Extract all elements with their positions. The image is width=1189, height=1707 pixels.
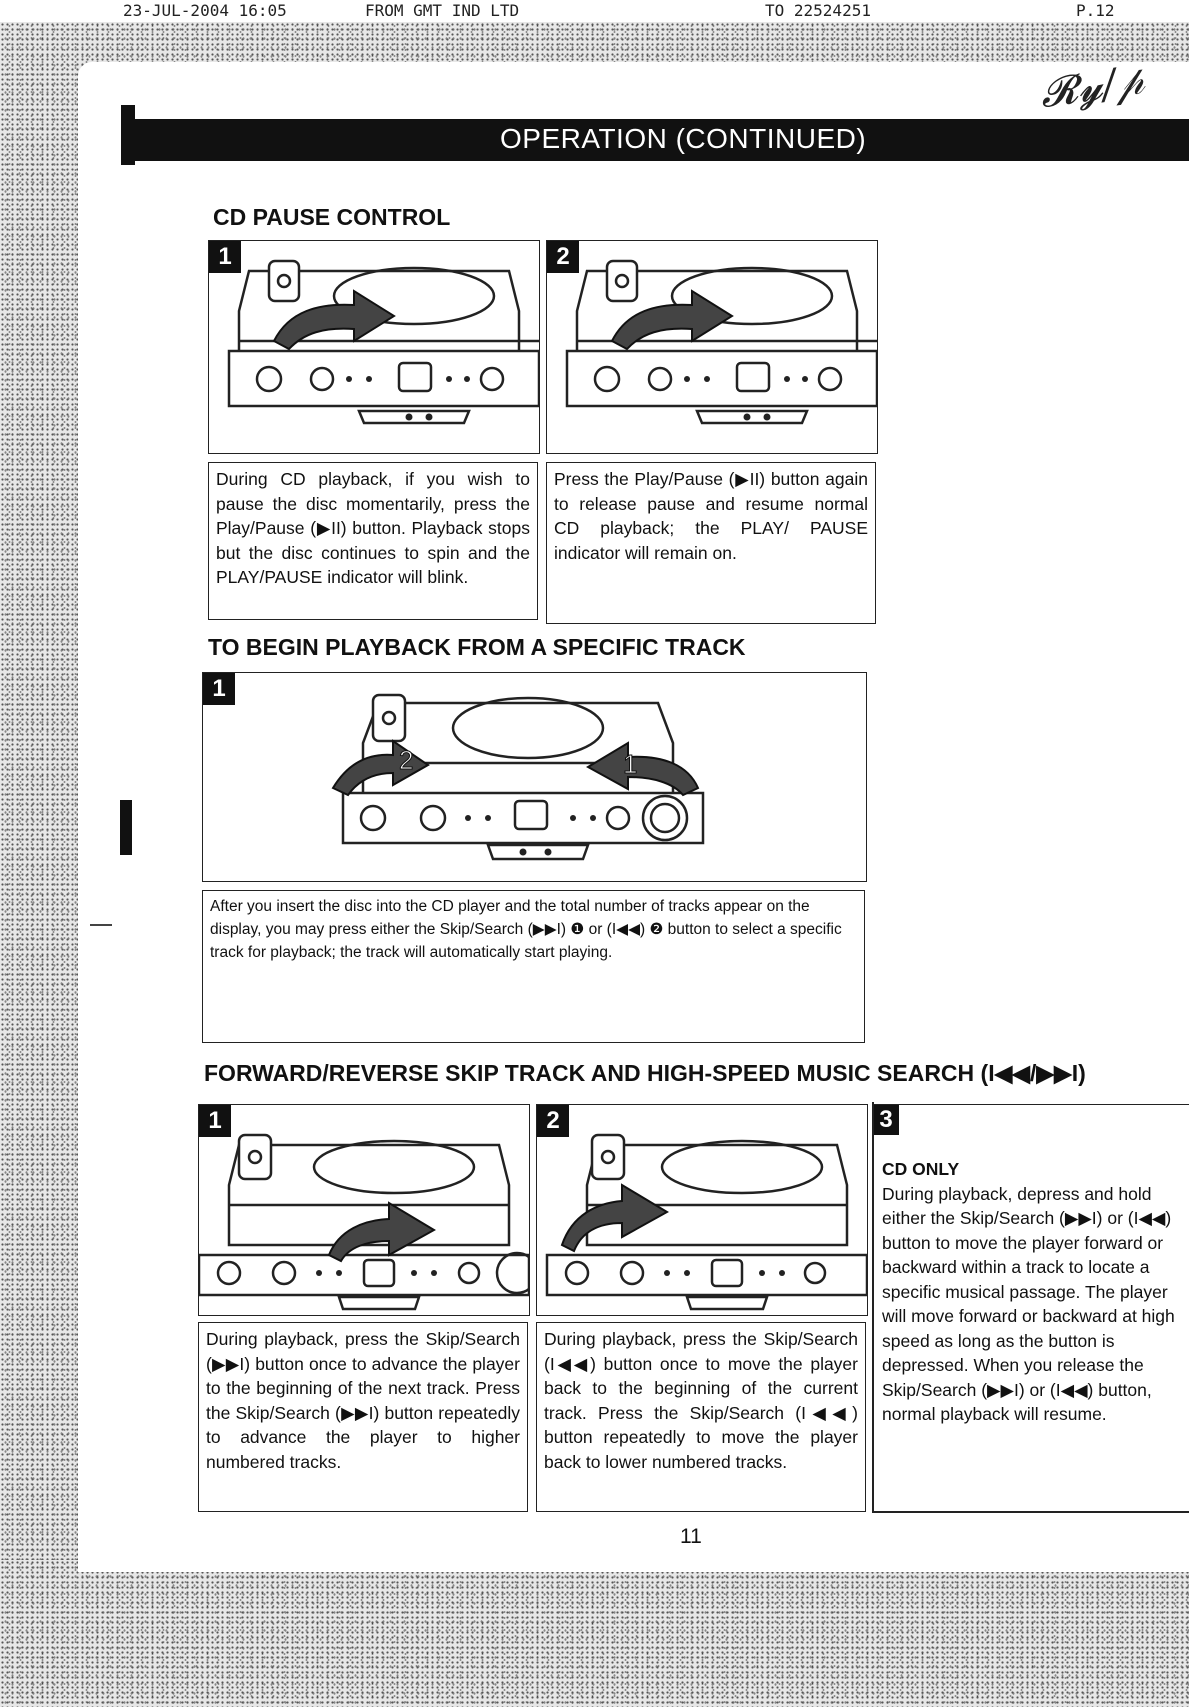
pause-step1-illustration <box>208 240 540 454</box>
margin-mark <box>120 800 132 855</box>
margin-tick <box>90 924 112 926</box>
section-banner <box>130 119 1189 161</box>
specific-track-illustration <box>202 672 867 882</box>
fax-from: FROM GMT IND LTD <box>365 1 520 20</box>
cd-player-icon <box>199 1105 529 1315</box>
cd-player-icon <box>547 241 877 453</box>
step-number: 1 <box>199 1105 231 1137</box>
fax-to: TO 22524251 <box>765 1 871 20</box>
heading-specific-track: TO BEGIN PLAYBACK FROM A SPECIFIC TRACK <box>208 634 746 660</box>
skip-step3-text <box>872 1157 1189 1511</box>
skip-step2-illustration <box>536 1104 868 1316</box>
arrow-label-2: 2 <box>399 745 414 775</box>
skip-step1-text: During playback, press the Skip/Search (▶▶I) button once to advance the player to the beginning of the next track. Press the Skip/Search (▶▶I) button repeatedly to advance the player to higher numbered tracks. <box>198 1322 528 1512</box>
cd-player-icon <box>203 673 866 881</box>
cd-player-icon <box>537 1105 867 1315</box>
pause-step2-illustration <box>546 240 878 454</box>
fax-header <box>0 0 1189 22</box>
heading-skip-search: FORWARD/REVERSE SKIP TRACK AND HIGH-SPEED MUSIC SEARCH (I◀◀/▶▶I) <box>204 1060 1086 1086</box>
skip-step2-text: During playback, press the Skip/Search (I◀◀) button once to move the player back to the beginning of the current track. Press the Skip/Search (I◀◀) button repeatedly to move the player back to lower numbered tracks. <box>536 1322 866 1512</box>
page-number: 11 <box>680 1525 702 1548</box>
pause-step1-text: During CD playback, if you wish to pause the disc momentarily, press the Play/Pause (▶II) button. Playback stops but the disc continues to spin and the PLAY/PAUSE indicator will blink. <box>208 462 538 620</box>
step-number: 2 <box>547 241 579 273</box>
skip-step3-body: During playback, depress and hold either the Skip/Search (▶▶I) or (I◀◀) button to move the player forward or backward within a track to locate a specific musical passage. The player will move forward or backward at high speed as long as the button is depressed. When you release the Skip/Search (▶▶I) or (I◀◀) button, normal playback will resume. <box>882 1183 1175 1424</box>
fax-page: P.12 <box>1076 1 1115 20</box>
specific-track-text: After you insert the disc into the CD player and the total number of tracks appear on the display, you may press either the Skip/Search (▶▶I) ❶ or (I◀◀) ❷ button to select a specific track for playback; the track will automatically start playing. <box>202 890 865 1043</box>
handwritten-signature: 𝓡𝔂/𝓅 <box>1037 56 1148 118</box>
step-number: 3 <box>873 1105 899 1135</box>
skip-step1-illustration <box>198 1104 530 1316</box>
cd-only-label: CD ONLY <box>882 1159 960 1179</box>
cd-player-icon <box>209 241 539 453</box>
divider <box>872 1511 1189 1513</box>
step-number: 1 <box>203 673 235 705</box>
step-number: 1 <box>209 241 241 273</box>
banner-title: OPERATION (CONTINUED) <box>500 123 867 154</box>
skip-step3-header <box>872 1104 1189 1135</box>
heading-cd-pause-control: CD PAUSE CONTROL <box>213 204 451 230</box>
scan-noise-left <box>0 22 88 1707</box>
pause-step2-text: Press the Play/Pause (▶II) button again to release pause and resume normal CD playback; the PLAY/ PAUSE indicator will remain on. <box>546 462 876 624</box>
scan-noise-bottom <box>0 1560 1189 1707</box>
fax-date-time: 23-JUL-2004 16:05 <box>123 1 287 20</box>
arrow-label-1: 1 <box>623 749 638 779</box>
step-number: 2 <box>537 1105 569 1137</box>
